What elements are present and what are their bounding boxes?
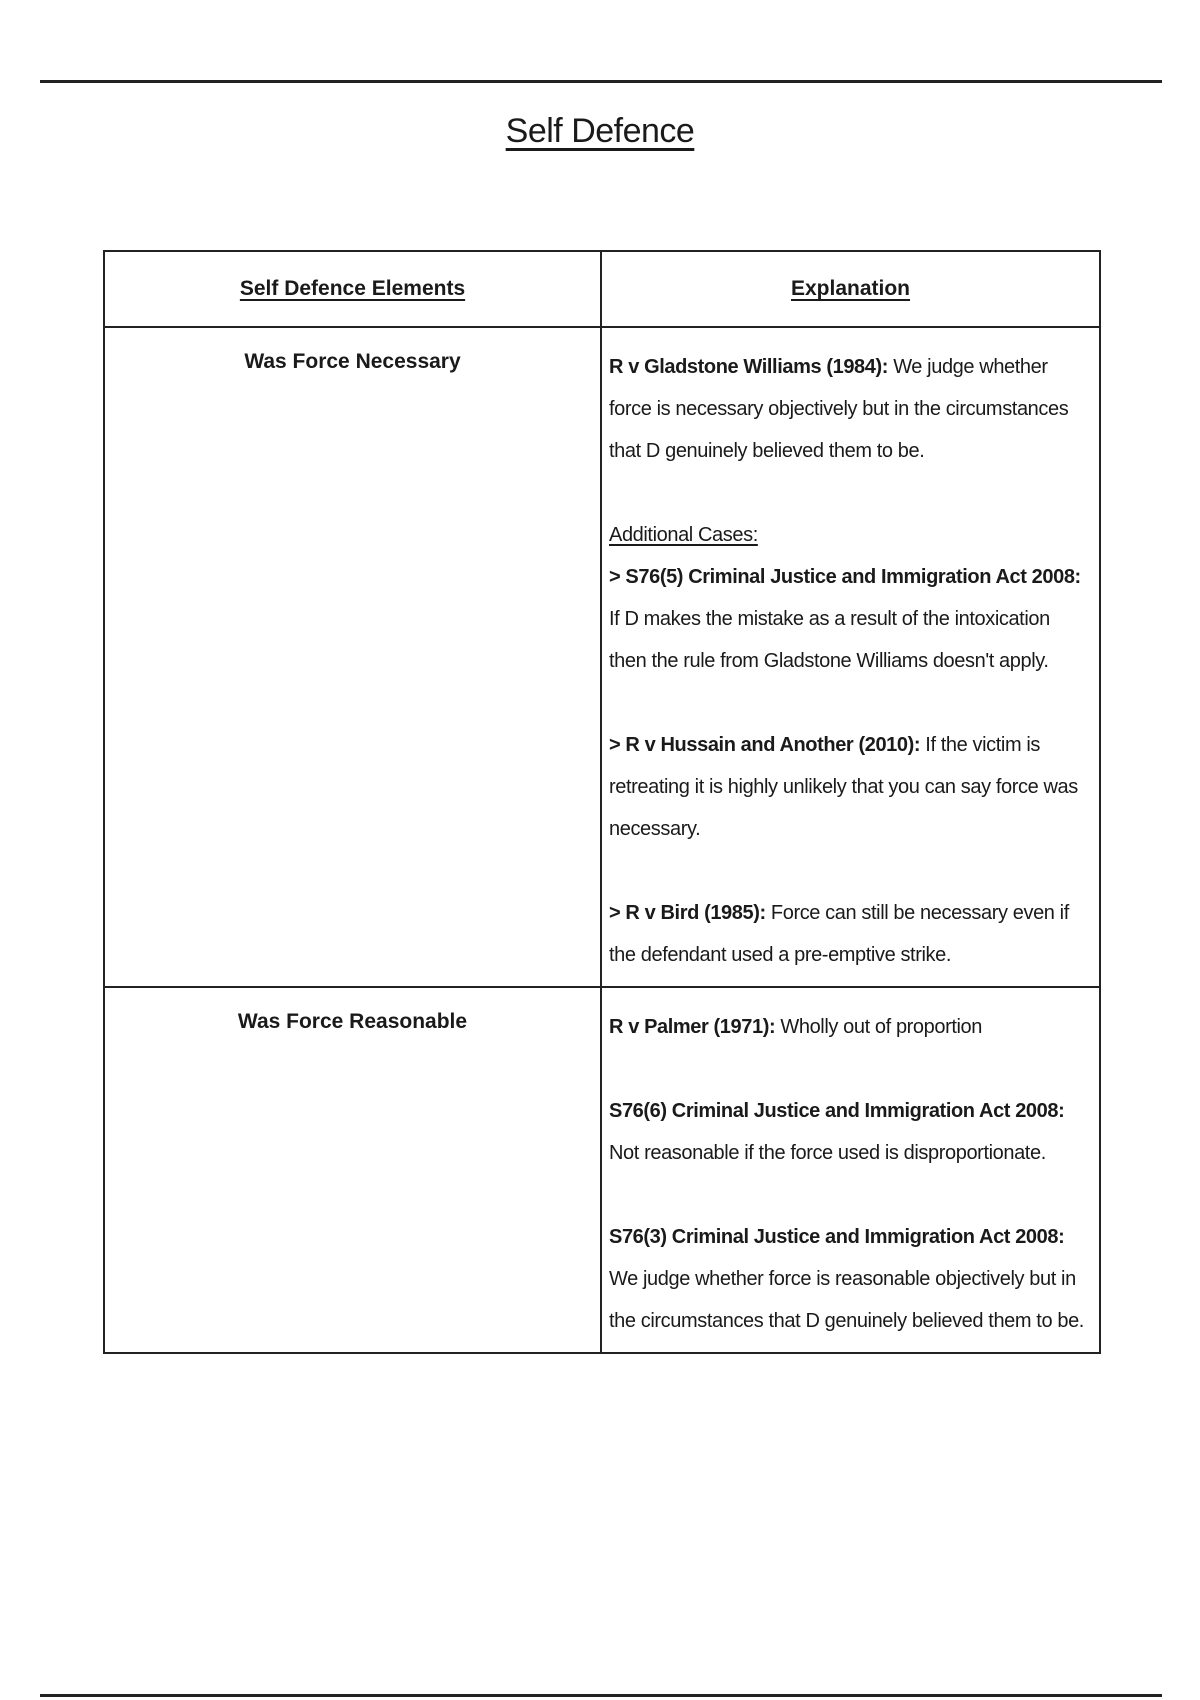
case-text: Not reasonable if the force used is disproportionate. [609, 1142, 1046, 1164]
page-title: Self Defence [505, 112, 695, 150]
case-entry [609, 1216, 1091, 1342]
bottom-divider [40, 1694, 1162, 1697]
case-citation: > R v Hussain and Another (2010): [609, 734, 921, 756]
explanation-reasonable [601, 987, 1100, 1353]
case-citation: R v Gladstone Williams (1984): [609, 356, 889, 378]
explanation-necessary [601, 327, 1100, 987]
column-header-elements: Self Defence Elements [104, 251, 601, 327]
case-text: Wholly out of proportion [775, 1016, 982, 1038]
column-header-explanation: Explanation [601, 251, 1100, 327]
case-text: Force can still be necessary even if the defendant used a pre-emptive strike. [609, 902, 1069, 966]
self-defence-table [103, 250, 1101, 1354]
case-text: We judge whether force is reasonable objectively but in the circumstances that D genuinely believed them to be. [609, 1268, 1084, 1332]
case-text: If the victim is retreating it is highly unlikely that you can say force was necessary. [609, 734, 1078, 840]
top-divider [40, 80, 1162, 83]
case-entry [609, 1090, 1091, 1174]
case-citation: S76(6) Criminal Justice and Immigration Act 2008: [609, 1100, 1065, 1122]
case-citation: > R v Bird (1985): [609, 902, 766, 924]
case-text: If D makes the mistake as a result of the intoxication then the rule from Gladstone Williams doesn't apply. [609, 608, 1050, 672]
case-entry [609, 346, 1091, 472]
element-reasonable: Was Force Reasonable [104, 987, 601, 1353]
case-entry [609, 1006, 1091, 1048]
table-row [104, 987, 1100, 1353]
case-citation: R v Palmer (1971): [609, 1016, 776, 1038]
case-entry [609, 892, 1091, 976]
case-text: We judge whether force is necessary objectively but in the circumstances that D genuinely believed them to be. [609, 356, 1069, 462]
case-entry [609, 724, 1091, 850]
additional-cases-heading: Additional Cases: [609, 524, 758, 546]
case-citation: S76(3) Criminal Justice and Immigration Act 2008: [609, 1226, 1065, 1248]
case-entry [609, 514, 1091, 682]
case-citation: > S76(5) Criminal Justice and Immigration Act 2008: [609, 566, 1081, 588]
table-row [104, 327, 1100, 987]
table-header-row [104, 251, 1100, 327]
element-necessary: Was Force Necessary [104, 327, 601, 987]
